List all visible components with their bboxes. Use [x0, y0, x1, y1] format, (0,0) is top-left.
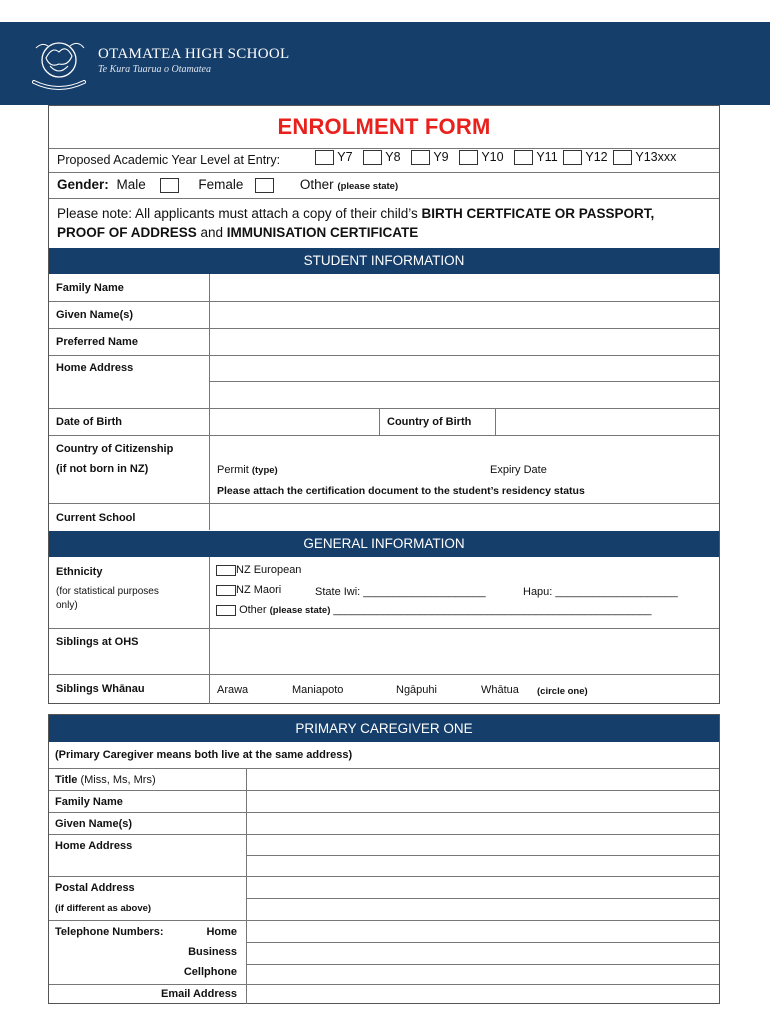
- whanau-arawa[interactable]: Arawa: [217, 684, 249, 696]
- checkbox-male[interactable]: [160, 178, 179, 193]
- note-and: and: [196, 225, 227, 240]
- field-hapu[interactable]: Hapu: ____________________: [523, 586, 678, 598]
- whanau-ngapuhi[interactable]: Ngāpuhi: [396, 684, 437, 696]
- input-caregiver-given-names[interactable]: [247, 813, 720, 834]
- label-phone-business: Business: [188, 946, 237, 958]
- input-preferred-name[interactable]: [210, 329, 720, 355]
- caregiver-note: (Primary Caregiver means both live at the same address): [55, 749, 353, 761]
- label-caregiver-postal-note: (if different as above): [55, 903, 152, 914]
- permit-text: Permit: [217, 464, 249, 476]
- checkbox-y7[interactable]: [315, 150, 334, 165]
- label-phone-cellphone: Cellphone: [183, 966, 237, 978]
- label-citizenship: Country of Citizenship: [56, 443, 174, 455]
- input-phone-business[interactable]: [247, 943, 720, 964]
- label-family-name: Family Name: [56, 282, 124, 294]
- option-y9: Y9: [433, 150, 449, 164]
- input-current-school[interactable]: [210, 504, 720, 530]
- option-y7: Y7: [337, 150, 353, 164]
- label-country-of-birth: Country of Birth: [387, 416, 472, 428]
- label-caregiver-given-names: Given Name(s): [55, 818, 133, 830]
- label-caregiver-home-address: Home Address: [55, 840, 133, 852]
- school-name: OTAMATEA HIGH SCHOOL: [98, 46, 290, 62]
- ethnicity-note-1: (for statistical purposes: [56, 586, 159, 597]
- label-dob: Date of Birth: [56, 416, 122, 428]
- input-caregiver-postal-address[interactable]: [247, 877, 720, 920]
- ethnicity-note-2: only): [56, 600, 78, 611]
- attachment-note: [57, 204, 654, 242]
- gender-row: [57, 177, 398, 193]
- gender-label: Gender:: [57, 177, 109, 192]
- option-other-ethnicity: [216, 604, 652, 616]
- label-citizenship-note: (if not born in NZ): [56, 463, 149, 475]
- student-info-heading: STUDENT INFORMATION: [49, 248, 719, 274]
- input-email[interactable]: [247, 985, 720, 1004]
- label-home-address: Home Address: [56, 362, 134, 374]
- general-info-heading: GENERAL INFORMATION: [49, 531, 719, 557]
- checkbox-nz-maori[interactable]: [216, 585, 236, 596]
- form-title: ENROLMENT FORM: [277, 114, 491, 139]
- label-caregiver-postal-address: Postal Address: [55, 882, 135, 894]
- input-given-names[interactable]: [210, 302, 720, 328]
- year-level-options: [315, 150, 676, 165]
- label-permit: [217, 464, 278, 476]
- input-siblings[interactable]: [210, 629, 720, 674]
- checkbox-y9[interactable]: [411, 150, 430, 165]
- year-level-label: Proposed Academic Year Level at Entry:: [57, 153, 281, 167]
- label-email: Email Address: [160, 988, 237, 1000]
- label-telephone: Telephone Numbers:: [55, 926, 164, 938]
- permit-type: (type): [251, 465, 278, 476]
- option-y10: Y10: [481, 150, 504, 164]
- label-caregiver-family-name: Family Name: [55, 796, 123, 808]
- whanau-maniapoto[interactable]: Maniapoto: [292, 684, 344, 696]
- residency-note: Please attach the certification document to the student’s residency status: [217, 485, 585, 497]
- note-intro: Please note: All applicants must attach a copy of their child’s: [57, 206, 422, 221]
- other-ethnicity-text: Other: [239, 604, 267, 616]
- school-motto: Te Kura Tuarua o Otamatea: [98, 64, 211, 75]
- checkbox-y8[interactable]: [363, 150, 382, 165]
- input-caregiver-title[interactable]: [247, 769, 720, 790]
- checkbox-nz-european[interactable]: [216, 565, 236, 576]
- input-home-address[interactable]: [210, 356, 720, 408]
- input-phone-home[interactable]: [247, 921, 720, 942]
- option-y12: Y12: [585, 150, 608, 164]
- option-nz-european: [216, 564, 301, 576]
- note-birth-cert: BIRTH CERTFICATE OR PASSPORT,: [421, 206, 655, 221]
- caregiver-title-text: Title: [55, 774, 78, 786]
- field-state-iwi[interactable]: State Iwi: ____________________: [315, 586, 486, 598]
- gender-male-label: Male: [116, 177, 146, 192]
- whanau-circle-one: (circle one): [537, 686, 588, 697]
- label-preferred-name: Preferred Name: [56, 336, 138, 348]
- checkbox-y12[interactable]: [563, 150, 582, 165]
- label-given-names: Given Name(s): [56, 309, 134, 321]
- caregiver-title-options: (Miss, Ms, Mrs): [80, 774, 156, 786]
- label-ethnicity: Ethnicity: [56, 566, 103, 578]
- caregiver-heading: PRIMARY CAREGIVER ONE: [49, 715, 719, 742]
- gender-female-label: Female: [198, 177, 244, 192]
- whanau-whatua[interactable]: Whātua: [481, 684, 519, 696]
- checkbox-y13[interactable]: [613, 150, 632, 165]
- option-nz-maori: [216, 584, 281, 596]
- input-phone-cellphone[interactable]: [247, 965, 720, 984]
- checkbox-y10[interactable]: [459, 150, 478, 165]
- gender-other-note: (please state): [337, 181, 399, 192]
- label-expiry-date: Expiry Date: [490, 464, 547, 476]
- input-dob[interactable]: [210, 409, 379, 435]
- checkbox-female[interactable]: [255, 178, 274, 193]
- label-phone-home: Home: [206, 926, 237, 938]
- checkbox-other-ethnicity[interactable]: [216, 605, 236, 616]
- input-caregiver-family-name[interactable]: [247, 791, 720, 812]
- school-banner: [0, 22, 770, 105]
- nz-maori-text: NZ Maori: [236, 584, 282, 596]
- label-siblings-whanau: Siblings Whānau: [56, 683, 145, 695]
- label-siblings: Siblings at OHS: [56, 636, 139, 648]
- checkbox-y11[interactable]: [514, 150, 533, 165]
- input-caregiver-home-address[interactable]: [247, 835, 720, 876]
- school-crest-icon: [28, 36, 90, 94]
- note-proof-address: PROOF OF ADDRESS: [57, 225, 197, 240]
- label-current-school: Current School: [56, 512, 136, 524]
- input-family-name[interactable]: [210, 274, 720, 301]
- input-country-of-birth[interactable]: [496, 409, 720, 435]
- primary-caregiver-form: [48, 714, 720, 1004]
- label-caregiver-title: [55, 774, 156, 786]
- option-y13: Y13xxx: [635, 150, 677, 164]
- other-ethnicity-line[interactable]: ____________________________________________________: [330, 604, 652, 616]
- note-immunisation: IMMUNISATION CERTIFICATE: [226, 225, 419, 240]
- gender-other-label: Other: [299, 177, 334, 192]
- option-y8: Y8: [385, 150, 401, 164]
- other-ethnicity-state: (please state): [269, 605, 331, 616]
- nz-european-text: NZ European: [236, 564, 302, 576]
- enrolment-form: [48, 105, 720, 704]
- option-y11: Y11: [536, 150, 558, 164]
